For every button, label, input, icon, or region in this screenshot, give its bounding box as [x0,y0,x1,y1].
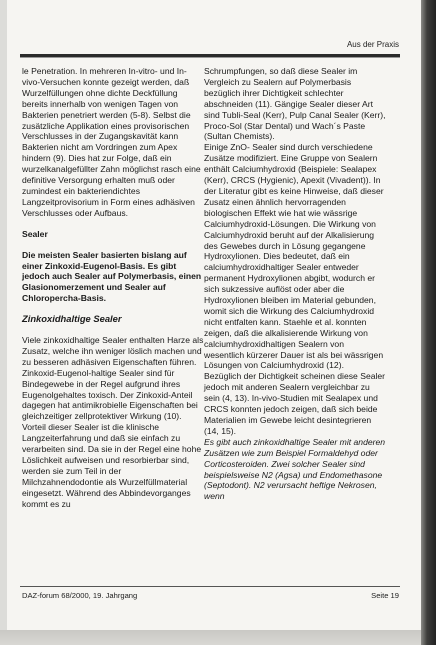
paragraph: Schrumpfungen, so daß diese Sealer im Vergleich zu Sealern auf Polymerbasis bezüglich ihrer Dichtigkeit schlechter abschneiden (11). Gängige Sealer dieser Art sind Tubli-Seal (Kerr), Pulp Canal Sealer (Kerr), Proco-Sol (Star Dental) und Wach´s Paste (Sultan Chemists). [204,66,386,142]
subheading: Zinkoxidhaltige Sealer [22,313,122,325]
section-heading: Sealer [22,228,48,239]
paragraph: Bezüglich der Dichtigkeit scheinen diese Sealer jedoch mit anderen Sealern vergleichbar zu sein (4, 13). In-vivo-Studien mit Sealapex und CRCS konnten jedoch zeigen, daß sich beide Materialien im Gewebe leicht desintegrieren (14, 15). [204,371,386,436]
paragraph: le Penetration. In mehreren In-vitro- und In-vivo-Versuchen konnte gezeigt werden, daß Wurzelfüllungen ohne dichte Deckfüllung bereits innerhalb von wenigen Tagen von Bakterien penetriert werden (5-8). Selbst die zusätzliche Applikation eines provisorischen Verschlusses in der Zugangskavität kann Bakterien nicht am Vordringen zum Apex hindern (9). Dies hat zur Folge, daß ein wurzelkanalgefüllter Zahn möglichst rasch eine definitive Versorgung erhalten muß oder zumindest ein bakteriendichtes Langzeitprovisorium in Form eines adhäsiven Verschlusses oder Aufbaus. [22,66,201,218]
header-rule-thin [20,57,400,58]
paragraph: Viele zinkoxidhaltige Sealer enthalten Harze als Zusatz, welche ihn weniger löslich machen und zu besseren adhäsiven Eigenschaften führen. Zinkoxid-Eugenol-haltige Sealer sind für Bindegewebe in der Regel aufgrund ihres Eugenolgehaltes toxisch. Der Zinkoxid-Anteil dagegen hat antimikrobielle Eigenschaften bei gleichzeitiger zellprotektiver Wirkung (10). Vorteil dieser Sealer ist die klinische Langzeiterfahrung und daß sie einfach zu verarbeiten sind. Da sie in der Regel eine hohe Löslichkeit aufweisen und resorbierbar sind, werden sie zum Teil in der Milchzahnendodontie als Wurzelfüllmaterial eingesetzt. Während des Abbindevorganges kommt es zu [22,335,204,509]
footer-journal: DAZ-forum 68/2000, 19. Jahrgang [22,591,138,600]
footer-rule [20,586,400,587]
scan-bottom-edge [0,630,421,645]
page-number: Seite 19 [371,591,399,600]
right-column [204,66,386,502]
paragraph: Einige ZnO- Sealer sind durch verschiedene Zusätze modifiziert. Eine Gruppe von Sealern enthält Calciumhydroxid (Beispiele: Sealapex (Kerr), CRCS (Hygienic), Apexit (Vivadent)). In der Literatur gibt es keine Hinweise, daß dieser Zusatz einen ähnlich hervorragenden biologischen Effekt wie hat wie wässrige Calciumhydroxid-Lösungen. Die Wirkung von Calciumhydroxid beruht auf der Alkalisierung des Gewebes durch in Lösung gegangene Hydroxylionen. Dies bedeutet, daß ein calciumhydroxidhaltiger Sealer entweder permanent Hydroxylionen abgibt, wodurch er sich sukzessive auflöst oder aber die Hydroxylionen bleiben im Material gebunden, womit sich die Wirkung des Calciumhydroxid nicht entfalten kann. Staehle et al. konnten zeigen, daß die alkalisierende Wirkung von calciumhydroxidhaltigen Sealern von wesentlich kürzerer Dauer ist als bei wässrigen Lösungen von Calciumhydroxid (12). [204,142,384,371]
lead-paragraph: Die meisten Sealer basierten bislang auf einer Zinkoxid-Eugenol-Basis. Es gibt jedoch auch Sealer auf Polymerbasis, einen Glasionomerzement und Sealer auf Chloropercha-Basis. [22,249,202,304]
left-column [22,66,204,510]
scan-right-edge [421,0,436,645]
paragraph-italic: Es gibt auch zinkoxidhaltige Sealer mit anderen Zusätzen wie zum Beispiel Formaldehyd oder Corticosteroiden. Zwei solcher Sealer sind beispielsweise N2 (Agsa) und Endomethasone (Septodont). N2 verursacht heftige Nekrosen, wenn [204,436,386,502]
section-label: Aus der Praxis [346,40,399,49]
